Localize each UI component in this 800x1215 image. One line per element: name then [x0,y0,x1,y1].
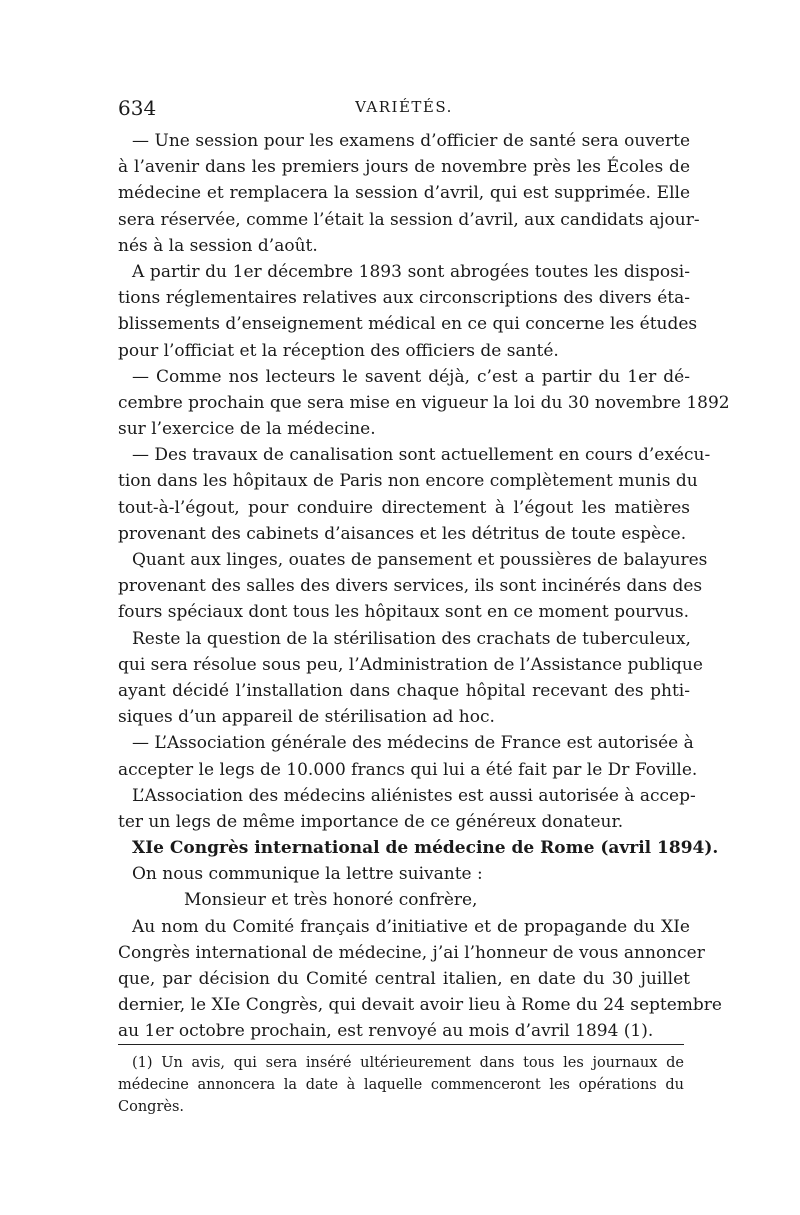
text-line: blissements d’enseignement médical en ce qui concerne les études [118,314,698,335]
text-line: au 1er octobre prochain, est renvoyé au mois d’avril 1894 (1). [118,1021,654,1042]
text-line: — Comme nos lecteurs le savent déjà, c’est a partir du 1er dé- [132,366,690,387]
running-head [118,96,690,124]
text-line: ter un legs de même importance de ce généreux donateur. [118,811,624,832]
running-title: VARIÉTÉS. [355,98,453,116]
text-line: cembre prochain que sera mise en vigueur la loi du 30 novembre 1892 [118,392,730,413]
text-line: — Des travaux de canalisation sont actuellement en cours d’exécu- [132,445,711,466]
footnote-line: Congrès. [118,1099,185,1115]
page-number: 634 [118,96,157,120]
text-line: pour l’officiat et la réception des officiers de santé. [118,340,559,361]
letter-salutation: Monsieur et très honoré confrère, [184,890,478,911]
body-text [118,128,730,1045]
text-line: tout-à-l’égout, pour conduire directement à l’égout les matières [118,497,690,518]
text-line: ayant décidé l’installation dans chaque hôpital recevant des phti- [118,680,690,701]
text-line: tion dans les hôpitaux de Paris non encore complètement munis du [118,471,698,492]
footnote-rule [118,1044,684,1045]
text-line: provenant des cabinets d’aisances et les détritus de toute espèce. [118,523,687,544]
footnote-line: médecine annoncera la date à laquelle commenceront les opérations du [118,1077,684,1093]
text-line: On nous communique la lettre suivante : [132,864,483,885]
text-line: sur l’exercice de la médecine. [118,419,376,440]
text-line: L’Association des médecins aliénistes est aussi autorisée à accep- [132,785,696,806]
text-line: nés à la session d’août. [118,235,318,256]
text-line: fours spéciaux dont tous les hôpitaux sont en ce moment pourvus. [118,602,690,623]
text-line: qui sera résolue sous peu, l’Administration de l’Assistance publique [118,654,703,675]
section-heading: XIe Congrès international de médecine de Rome (avril 1894). [132,838,719,859]
text-line: à l’avenir dans les premiers jours de novembre près les Écoles de [118,157,690,178]
footnote-line: (1) Un avis, qui sera inséré ultérieurement dans tous les journaux de [132,1055,684,1071]
text-line: que, par décision du Comité central italien, en date du 30 juillet [118,969,690,989]
text-line: — Une session pour les examens d’officier de santé sera ouverte [132,131,690,151]
text-line: Congrès international de médecine, j’ai l’honneur de vous annoncer [118,942,705,963]
text-line: Reste la question de la stérilisation des crachats de tuberculeux, [132,628,691,649]
text-line: Au nom du Comité français d’initiative et de propagande du XIe [132,916,690,937]
text-line: Quant aux linges, ouates de pansement et poussières de balayures [132,550,708,570]
text-line: accepter le legs de 10.000 francs qui lui a été fait par le Dr Foville. [118,759,698,780]
footnote [118,1052,684,1118]
text-line: — L’Association générale des médecins de France est autorisée à [132,733,694,754]
text-line: sera réservée, comme l’était la session d’avril, aux candidats ajour- [118,209,700,230]
text-line: A partir du 1er décembre 1893 sont abrogées toutes les disposi- [132,261,690,282]
text-line: dernier, le XIe Congrès, qui devait avoir lieu à Rome du 24 septembre [118,995,722,1016]
text-line: provenant des salles des divers services, ils sont incinérés dans des [118,576,703,597]
text-line: tions réglementaires relatives aux circonscriptions des divers éta- [118,288,690,309]
text-line: médecine et remplacera la session d’avril, qui est supprimée. Elle [118,183,690,204]
text-line: siques d’un appareil de stérilisation ad hoc. [118,707,495,728]
